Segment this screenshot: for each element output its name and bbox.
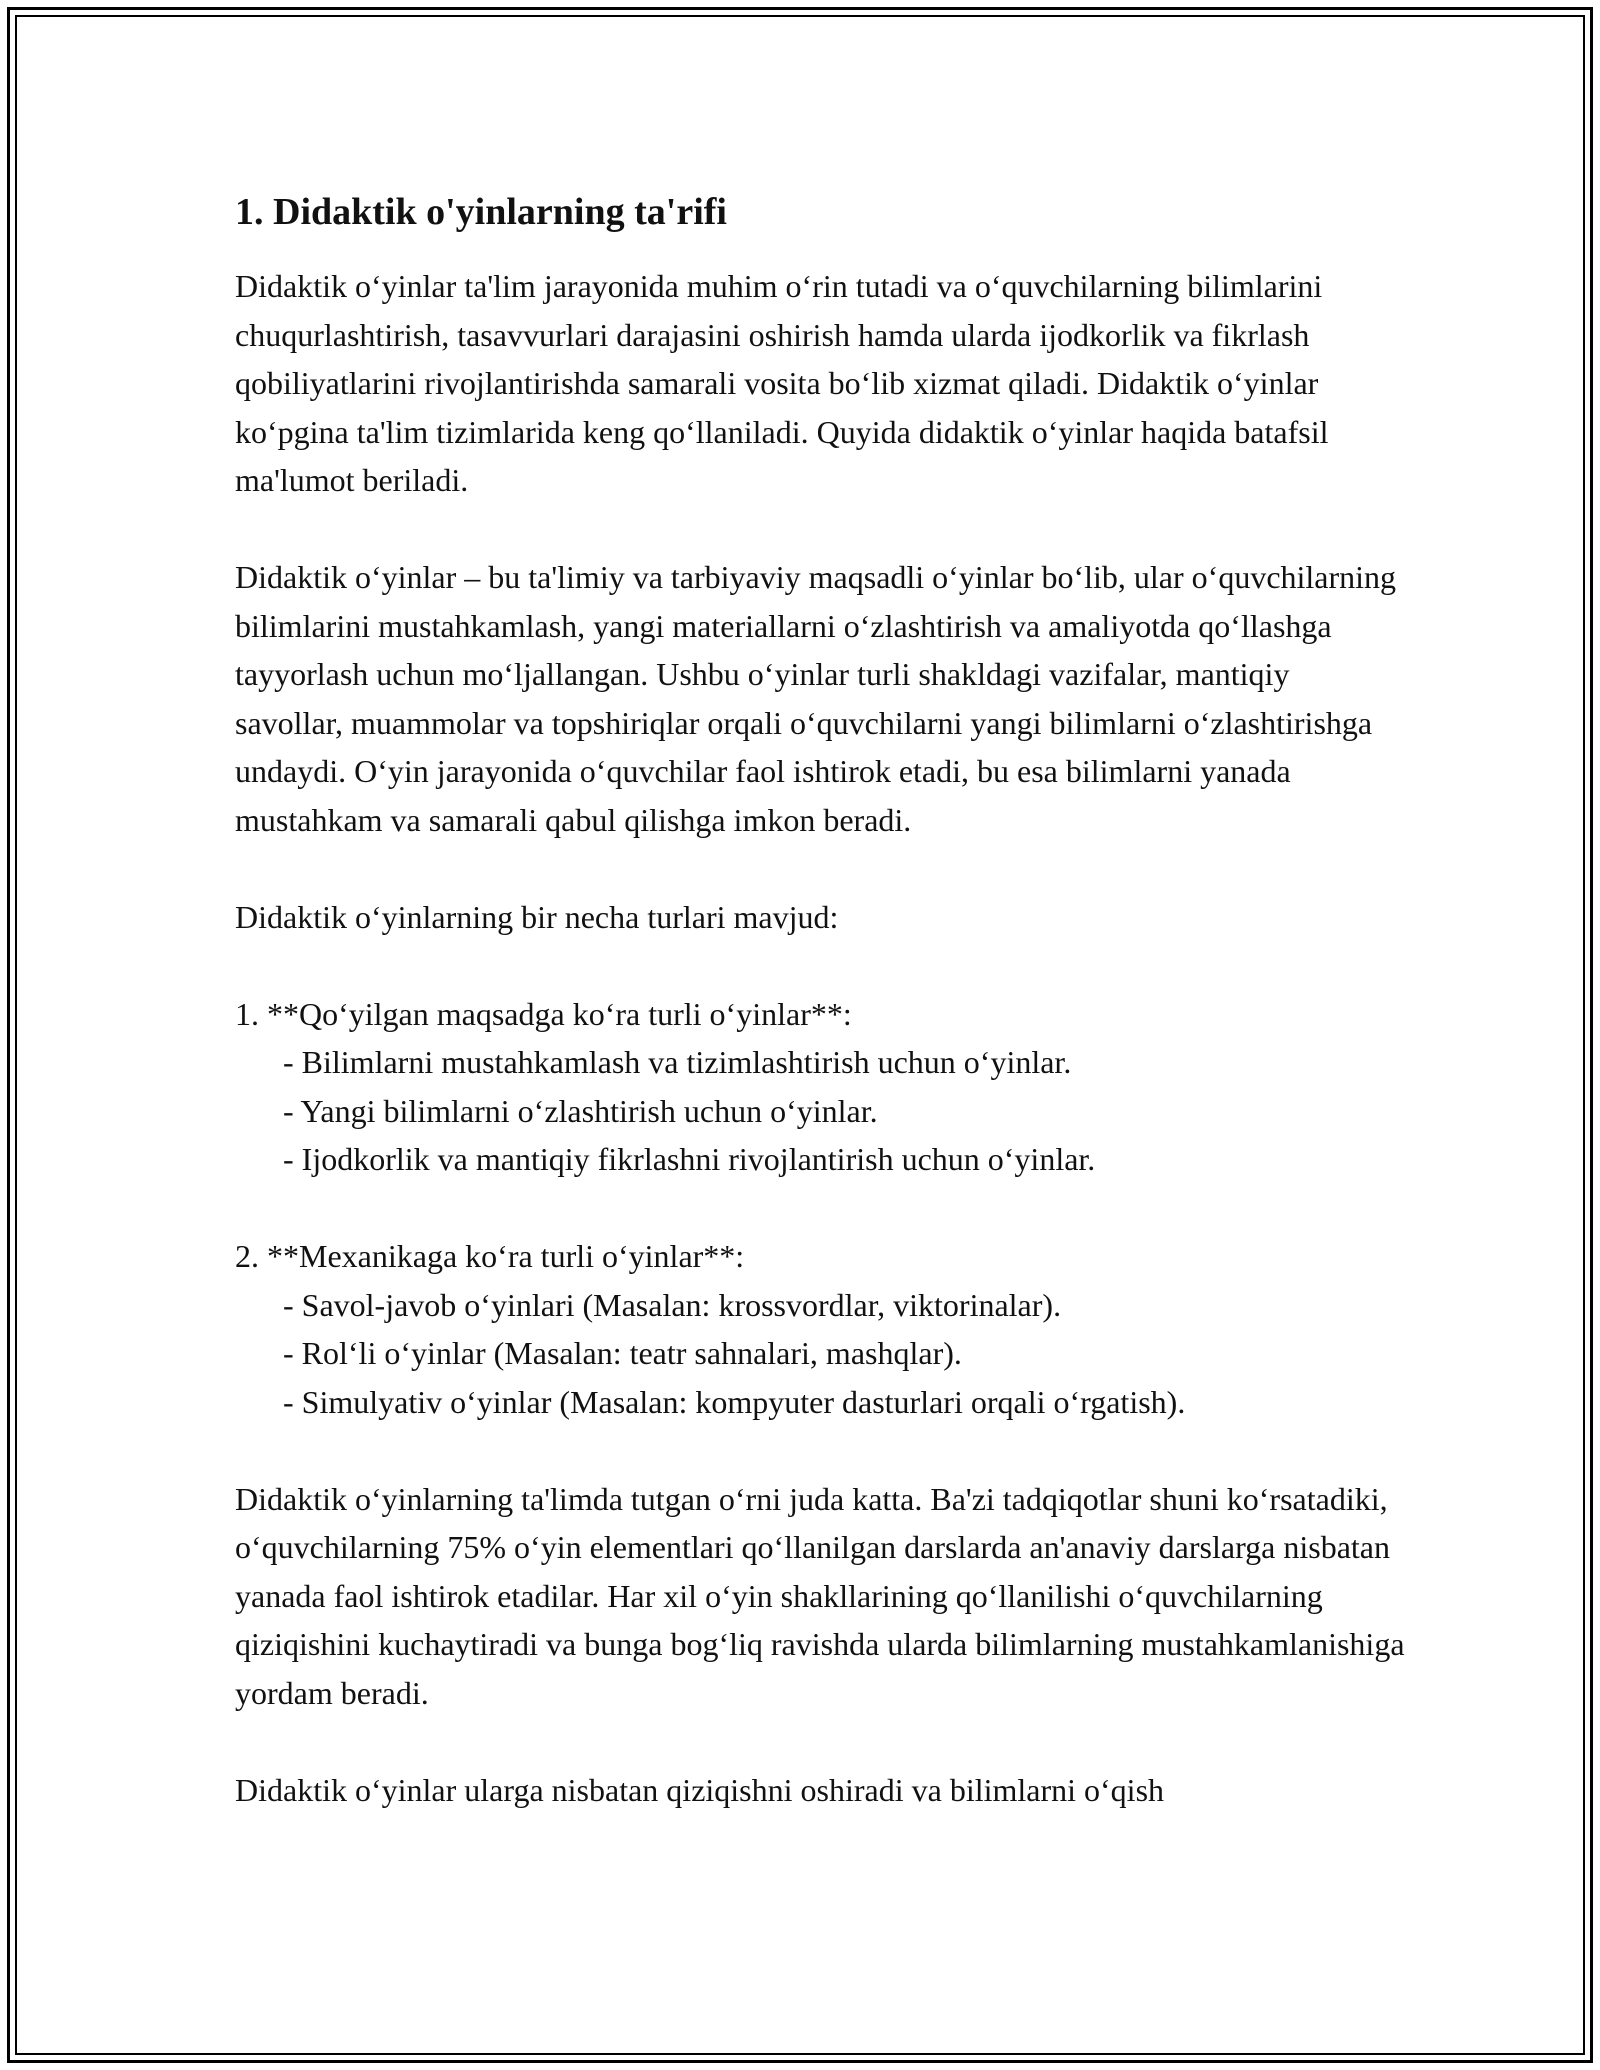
list-title: 1. **Qo‘yilgan maqsadga ko‘ra turli o‘yinlar**: — [235, 995, 852, 1032]
section-heading: 1. Didaktik o'yinlarning ta'rifi — [235, 191, 727, 233]
paragraph-closing: Didaktik o‘yinlar ularga nisbatan qiziqishni oshiradi va bilimlarni o‘qish — [235, 1771, 1165, 1808]
list-item: - Savol-javob o‘yinlari (Masalan: krossvordlar, viktorinalar). — [283, 1286, 1062, 1323]
list-by-goal — [235, 990, 1405, 1184]
list-by-mechanics — [235, 1232, 1405, 1426]
list-item: - Rol‘li o‘yinlar (Masalan: teatr sahnalari, mashqlar). — [283, 1335, 962, 1371]
paragraph-definition: Didaktik o‘yinlar – bu ta'limiy va tarbiyaviy maqsadli o‘yinlar bo‘lib, ular o‘quvchilarning bilimlarini mustahkamlash, yangi materiallarni o‘zlashtirish va amaliyotda qo‘llashga tayyorlash uchun mo‘ljallangan. Ushbu o‘yinlar turli shakldagi vazifalar, mantiqiy savollar, muammolar va topshiriqlar orqali o‘quvchilarni yangi bilimlarni o‘zlashtirishga undaydi. O‘yin jarayonida o‘quvchilar faol ishtirok etadi, bu esa bilimlarni yanada mustahkam va samarali qabul qilishga imkon beradi. — [235, 559, 1397, 838]
list-title: 2. **Mexanikaga ko‘ra turli o‘yinlar**: — [235, 1238, 745, 1274]
document-body — [235, 186, 1405, 1863]
list-item: - Simulyativ o‘yinlar (Masalan: kompyuter dasturlari orqali o‘rgatish). — [283, 1383, 1186, 1420]
paragraph-importance: Didaktik o‘yinlarning ta'limda tutgan o‘rni juda katta. Ba'zi tadqiqotlar shuni ko‘rsatadiki, o‘quvchilarning 75% o‘yin elementlari qo‘llanilgan darslarda an'anaviy darslarga nisbatan yanada faol ishtirok etadilar. Har xil o‘yin shakllarining qo‘llanilishi o‘quvchilarning qiziqishini kuchaytiradi va bunga bog‘liq ravishda ularda bilimlarning mustahkamlanishiga yordam beradi. — [235, 1480, 1405, 1711]
paragraph-types-intro: Didaktik o‘yinlarning bir necha turlari mavjud: — [235, 898, 839, 935]
paragraph-intro: Didaktik o‘yinlar ta'lim jarayonida muhim o‘rin tutadi va o‘quvchilarning bilimlarini chuqurlashtirish, tasavvurlari darajasini oshirish hamda ularda ijodkorlik va fikrlash qobiliyatlarini rivojlantirishda samarali vosita bo‘lib xizmat qiladi. Didaktik o‘yinlar ko‘pgina ta'lim tizimlarida keng qo‘llaniladi. Quyida didaktik o‘yinlar haqida batafsil ma'lumot beriladi. — [235, 268, 1329, 498]
list-item: - Yangi bilimlarni o‘zlashtirish uchun o‘yinlar. — [283, 1092, 878, 1129]
list-item: - Bilimlarni mustahkamlash va tizimlashtirish uchun o‘yinlar. — [283, 1044, 1072, 1080]
list-item: - Ijodkorlik va mantiqiy fikrlashni rivojlantirish uchun o‘yinlar. — [283, 1141, 1096, 1177]
